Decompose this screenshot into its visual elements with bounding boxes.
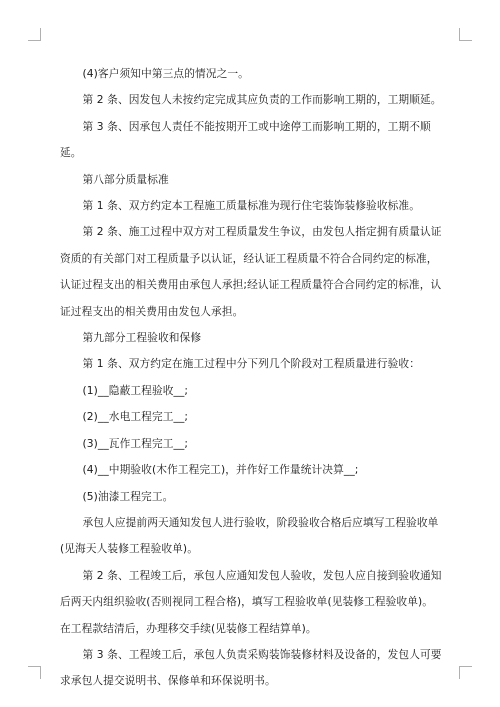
paragraph: 第 2 条、因发包人未按约定完成其应负责的工作而影响工期的，工期顺延。 bbox=[82, 93, 442, 107]
paragraph: 承包人应提前两天通知发包人进行验收，阶段验收合格后应填写工程验收单(见海天人装修工程验收单)。 bbox=[60, 515, 439, 556]
list-item: (1)__隐蔽工程验收__; bbox=[82, 383, 189, 397]
corner-mark-bottom-left bbox=[28, 666, 41, 679]
list-item: (4)__中期验收(木作工程完工)，并作好工作量统计决算__; bbox=[82, 463, 359, 477]
corner-mark-top-right bbox=[459, 28, 472, 41]
section-heading: 第九部分工程验收和保修 bbox=[82, 331, 202, 345]
section-heading: 第八部分质量标准 bbox=[82, 172, 169, 186]
corner-mark-top-left bbox=[28, 28, 41, 41]
list-item: (2)__水电工程完工__; bbox=[82, 410, 189, 424]
paragraph: 第 1 条、双方约定本工程施工质量标准为现行住宅装饰装修验收标准。 bbox=[82, 199, 420, 213]
list-item: (3)__瓦作工程完工__; bbox=[82, 436, 189, 450]
paragraph: 第 2 条、施工过程中双方对工程质量发生争议，由发包人指定拥有质量认证资质的有关部门对工程质量予以认证，经认证工程质量不符合合同约定的标准，认证过程支出的相关费用由承包人承担;经认证工程质量符合合同约定的标准，认证过程支出的相关费用由发包人承担。 bbox=[60, 225, 442, 318]
paragraph: 第 2 条、工程竣工后，承包人应通知发包人验收，发包人应自接到验收通知后两天内组织验收(否则视同工程合格)，填写工程验收单(见装修工程验收单)。在工程款结清后，办理移交手续(见装修工程结算单)。 bbox=[60, 568, 442, 635]
paragraph: 第 3 条、工程竣工后，承包人负责采购装饰装修材料及设备的，发包人可要求承包人提交说明书、保修单和环保说明书。 bbox=[60, 647, 442, 688]
document-body bbox=[60, 61, 443, 695]
paragraph: (4)客户须知中第三点的情况之一。 bbox=[82, 67, 249, 80]
paragraph: 第 3 条、因承包人责任不能按期开工或中途停工而影响工期的，工期不顺延。 bbox=[60, 119, 431, 160]
corner-mark-bottom-right bbox=[459, 666, 472, 679]
paragraph: 第 1 条、双方约定在施工过程中分下列几个阶段对工程质量进行验收： bbox=[82, 357, 420, 371]
list-item: (5)油漆工程完工。 bbox=[82, 489, 174, 503]
